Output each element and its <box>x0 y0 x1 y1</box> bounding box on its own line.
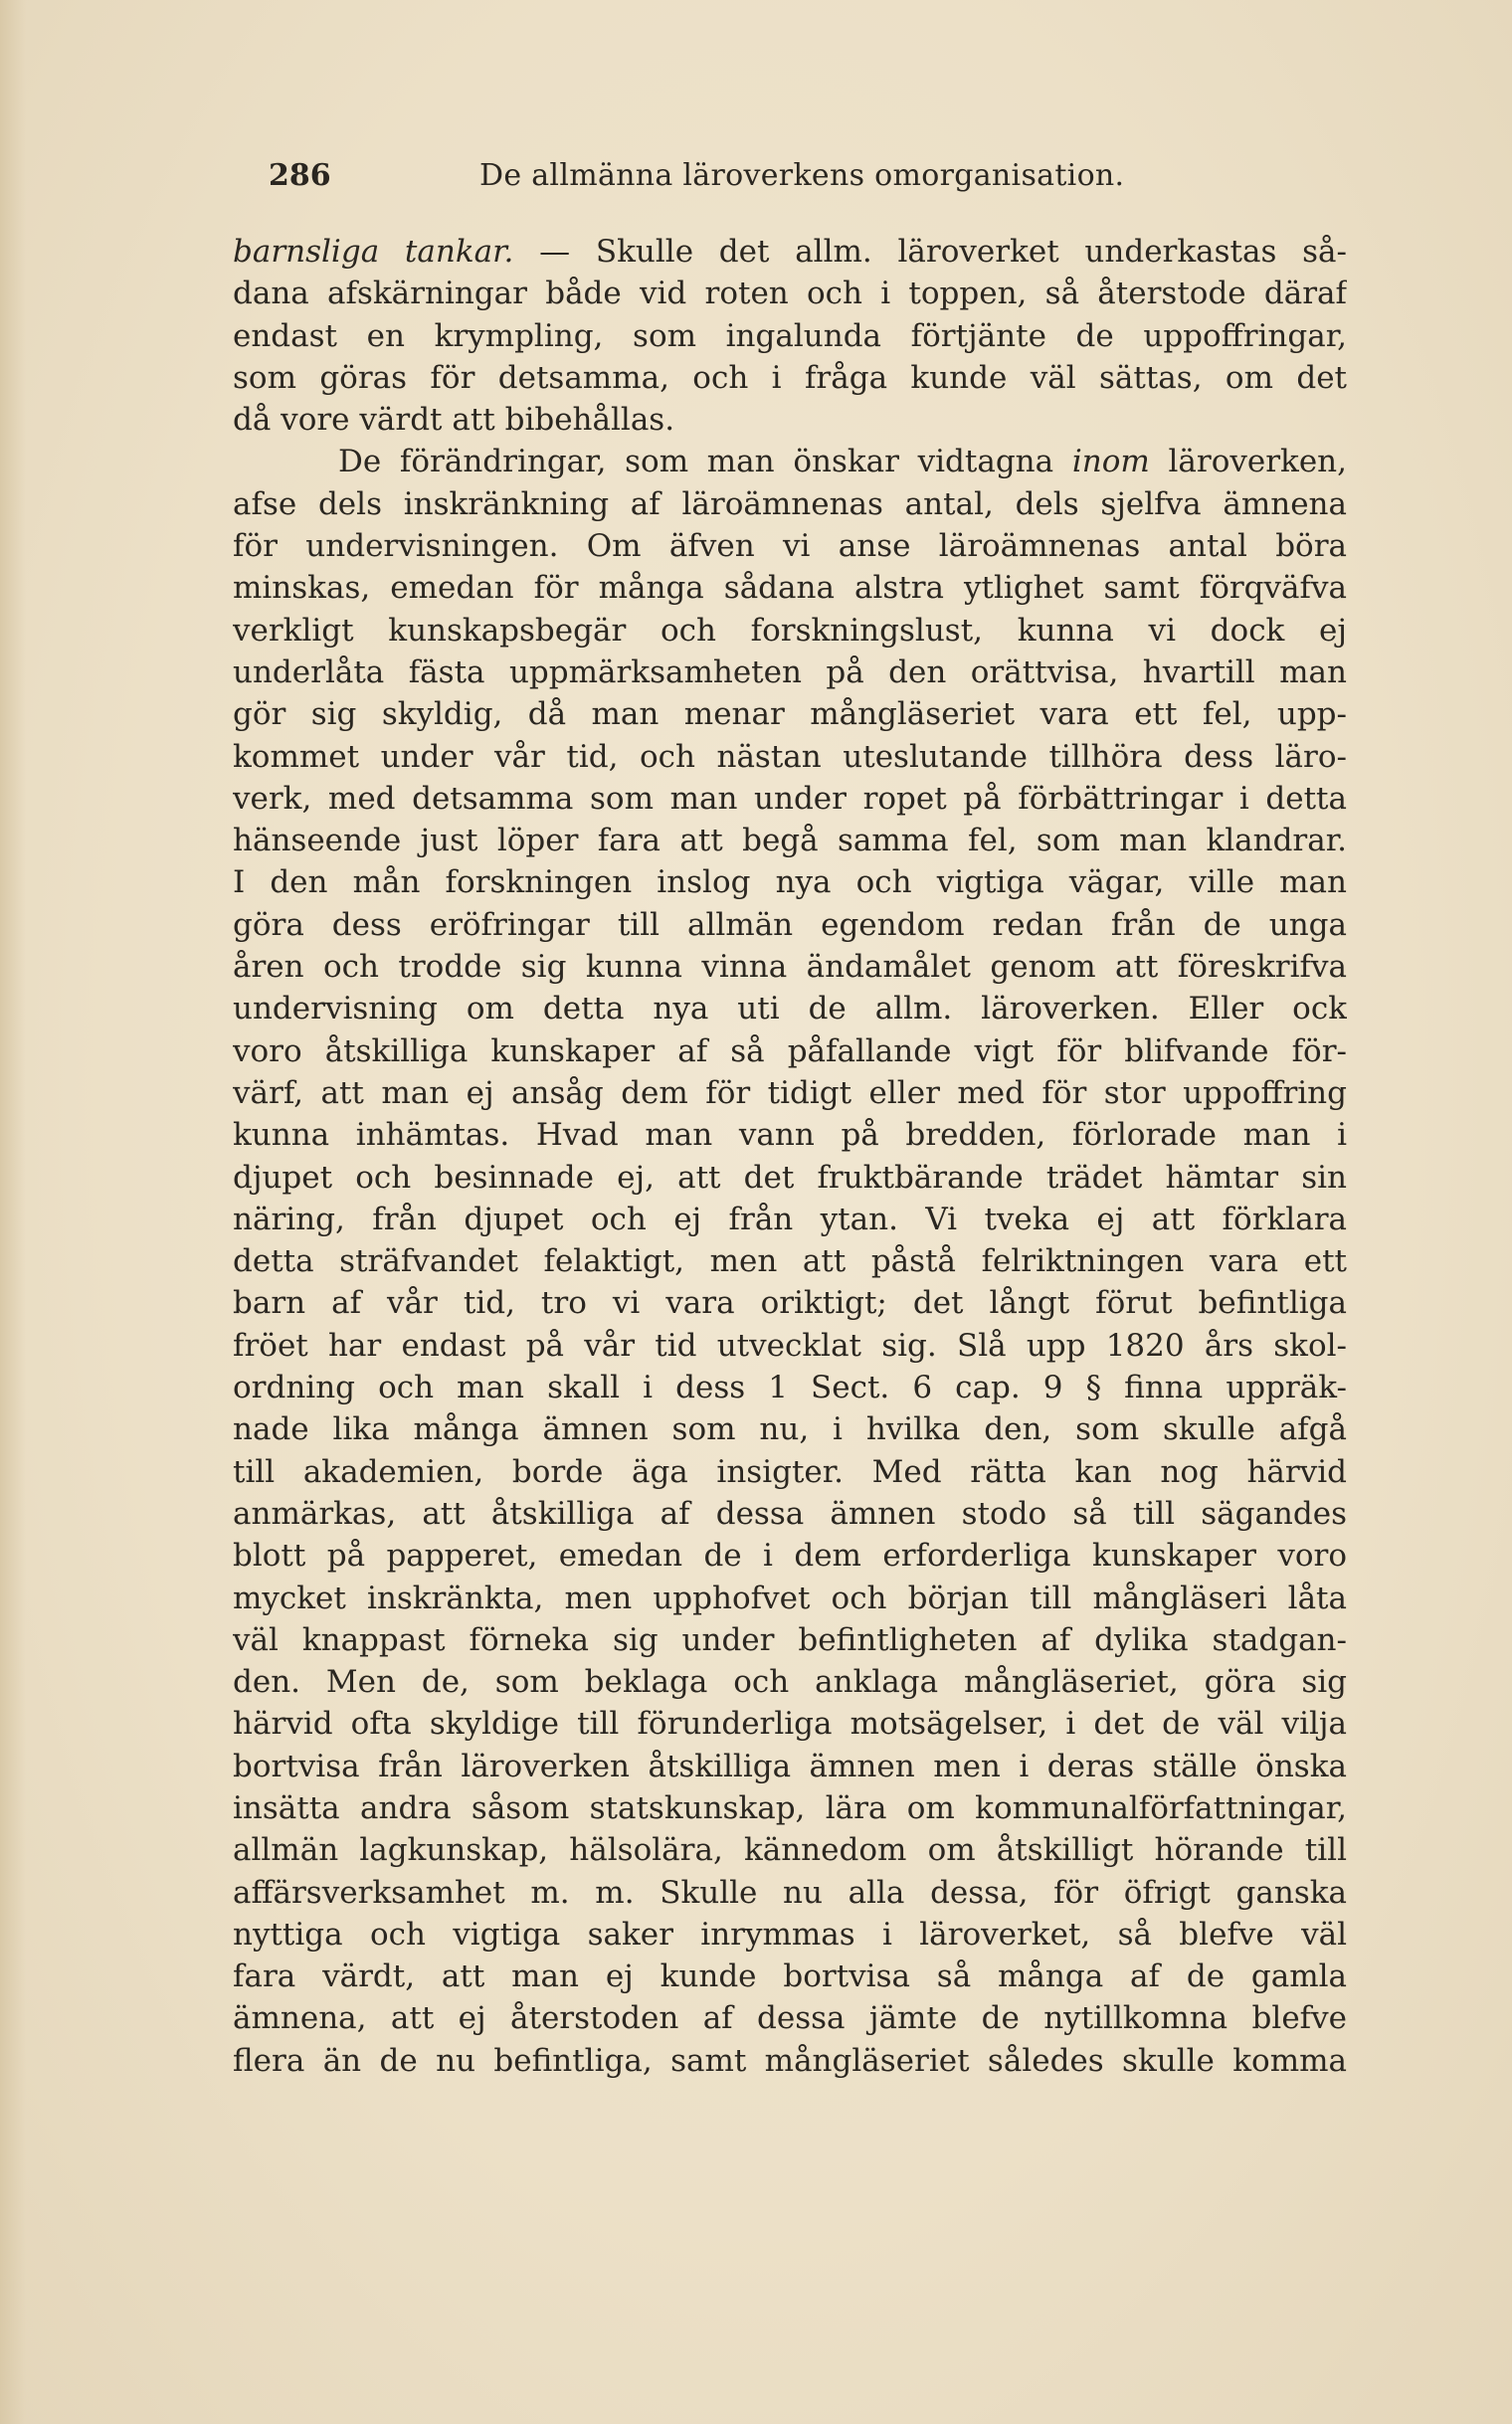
line-rest: läroverken, <box>1149 444 1347 480</box>
text-line: verkligt kunskapsbegär och forskningslust, kunna vi dock ej <box>233 612 1347 649</box>
text-line: I den mån forskningen inslog nya och vigtiga vägar, ville man <box>233 864 1347 901</box>
text-line: nade lika många ämnen som nu, i hvilka den, som skulle afgå <box>233 1411 1347 1448</box>
page-number: 286 <box>269 158 331 193</box>
italic-word: inom <box>1071 444 1150 480</box>
text-line: som göras för detsamma, och i fråga kunde väl sättas, om det <box>233 359 1347 396</box>
text-line: minskas, emedan för många sådana alstra ytlighet samt förqväfva <box>233 570 1347 607</box>
line-rest: — Skulle det allm. läroverket underkastas så- <box>513 234 1347 270</box>
text-line: till akademien, borde äga insigter. Med rätta kan nog härvid <box>233 1453 1347 1490</box>
text-line: åren och trodde sig kunna vinna ändamålet genom att föreskrifva <box>233 949 1347 986</box>
text-line: värf, att man ej ansåg dem för tidigt eller med för stor uppoffring <box>233 1074 1347 1111</box>
text-line: nyttiga och vigtiga saker inrymmas i läroverket, så blefve väl <box>233 1916 1347 1953</box>
text-line <box>233 231 1347 273</box>
text-line: bortvisa från läroverken åtskilliga ämnen men i deras ställe önska <box>233 1748 1347 1784</box>
text-line: dana afskärningar både vid roten och i toppen, så återstode däraf <box>233 276 1347 312</box>
text-line: insätta andra såsom statskunskap, lära om kommunalförfattningar, <box>233 1789 1347 1826</box>
text-line: voro åtskilliga kunskaper af så påfallande vigt för blifvande för- <box>233 1032 1347 1069</box>
text-line: anmärkas, att åtskilliga af dessa ämnen stodo så till sägandes <box>233 1495 1347 1532</box>
text-line: ordning och man skall i dess 1 Sect. 6 cap. 9 § finna uppräk- <box>233 1370 1347 1406</box>
text-line: djupet och besinnade ej, att det fruktbärande trädet hämtar sin <box>233 1159 1347 1196</box>
italic-phrase: barnsliga tankar. <box>233 234 514 270</box>
text-line: verk, med detsamma som man under ropet på förbättringar i detta <box>233 780 1347 817</box>
text-line: härvid ofta skyldige till förunderliga motsägelser, i det de väl vilja <box>233 1706 1347 1743</box>
text-line: affärsverksamhet m. m. Skulle nu alla dessa, för öfrigt ganska <box>233 1874 1347 1911</box>
body-text <box>233 231 1347 2082</box>
text-line: endast en krympling, som ingalunda förtjänte de uppoffringar, <box>233 317 1347 354</box>
page-edge-shadow <box>0 0 26 2424</box>
text-line: ämnena, att ej återstoden af dessa jämte de nytillkomna blefve <box>233 2000 1347 2037</box>
text-line: för undervisningen. Om äfven vi anse läroämnenas antal böra <box>233 528 1347 565</box>
text-line: mycket inskränkta, men upphofvet och början till mångläseri låta <box>233 1580 1347 1616</box>
text-line: kunna inhämtas. Hvad man vann på bredden, förlorade man i <box>233 1117 1347 1154</box>
text-line: gör sig skyldig, då man menar mångläseriet vara ett fel, upp- <box>233 696 1347 733</box>
text-line: flera än de nu befintliga, samt mångläseriet således skulle komma <box>233 2042 1347 2079</box>
text-line: hänseende just löper fara att begå samma fel, som man klandrar. <box>233 823 1347 859</box>
text-line: blott på papperet, emedan de i dem erforderliga kunskaper voro <box>233 1538 1347 1575</box>
text-line: undervisning om detta nya uti de allm. läroverken. Eller ock <box>233 991 1347 1027</box>
running-title: De allmänna läroverkens omorganisation. <box>479 158 1125 193</box>
text-line: fröet har endast på vår tid utvecklat sig. Slå upp 1820 års skol- <box>233 1327 1347 1364</box>
text-line <box>233 441 1347 482</box>
text-line: fara värdt, att man ej kunde bortvisa så många af de gamla <box>233 1958 1347 1995</box>
text-line: allmän lagkunskap, hälsolära, kännedom om åtskilligt hörande till <box>233 1832 1347 1869</box>
text-line: barn af vår tid, tro vi vara oriktigt; det långt förut befintliga <box>233 1285 1347 1322</box>
text-line: göra dess eröfringar till allmän egendom redan från de unga <box>233 906 1347 943</box>
text-line: då vore värdt att bibehållas. <box>233 402 675 439</box>
text-line: detta sträfvandet felaktigt, men att påstå felriktningen vara ett <box>233 1243 1347 1280</box>
text-line: väl knappast förneka sig under befintligheten af dylika stadgan- <box>233 1621 1347 1658</box>
text-line: kommet under vår tid, och nästan uteslutande tillhöra dess läro- <box>233 738 1347 775</box>
text-line: näring, från djupet och ej från ytan. Vi tveka ej att förklara <box>233 1201 1347 1237</box>
line-start: De förändringar, som man önskar vidtagna <box>338 444 1072 480</box>
text-line: afse dels inskränkning af läroämnenas antal, dels sjelfva ämnena <box>233 485 1347 522</box>
text-line: underlåta fästa uppmärksamheten på den orättvisa, hvartill man <box>233 653 1347 690</box>
text-line: den. Men de, som beklaga och anklaga mångläseriet, göra sig <box>233 1664 1347 1701</box>
